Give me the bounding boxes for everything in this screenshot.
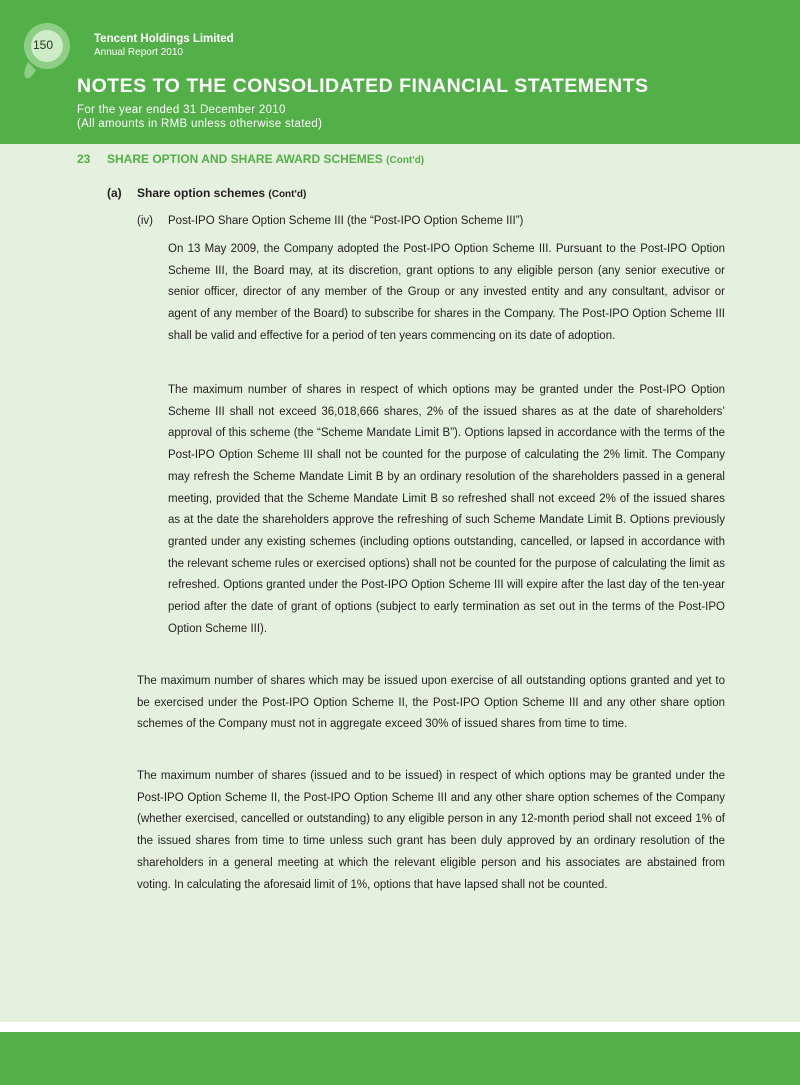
subsection-heading bbox=[107, 186, 306, 200]
paragraph-mandate-limit: The maximum number of shares in respect of which options may be granted under the Post-IPO Option Scheme III shall not exceed 36,018,666 shares, 2% of the issued shares as at the date of shareholders’ approval of this scheme (the “Scheme Mandate Limit B”). Options lapsed in accordance with the terms of the Post-IPO Option Scheme III shall not be counted for the purpose of calculating the 2% limit. The Company may refresh the Scheme Mandate Limit B by an ordinary resolution of the shareholders passed in a general meeting, provided that the Scheme Mandate Limit B so refreshed shall not exceed 2% of the issued shares as at the date the shareholders approve the refreshing of such Scheme Mandate Limit B. Options previously granted under any existing schemes (including options outstanding, cancelled, or lapsed in accordance with the relevant scheme rules or exercised options) shall not be counted for the purpose of calculating the limit as refreshed. Options granted under the Post-IPO Option Scheme III will expire after the last day of the ten-year period after the date of grant of options (subject to early termination as set out in the terms of the Post-IPO Option Scheme III). bbox=[168, 384, 725, 635]
currency-subtitle: (All amounts in RMB unless otherwise stated) bbox=[77, 118, 323, 130]
item-heading bbox=[137, 215, 523, 227]
company-name: Tencent Holdings Limited bbox=[94, 33, 234, 45]
subsection-label: (a) bbox=[107, 186, 122, 200]
page-title: NOTES TO THE CONSOLIDATED FINANCIAL STATEMENTS bbox=[77, 75, 649, 97]
item-title: Post-IPO Share Option Scheme III (the “Post-IPO Option Scheme III”) bbox=[168, 215, 524, 227]
paragraph-overall-limit: The maximum number of shares which may be issued upon exercise of all outstanding options granted and yet to be exercised under the Post-IPO Option Scheme II, the Post-IPO Option Scheme III and any other share option schemes of the Company must not in aggregate exceed 30% of issued shares from time to time. bbox=[137, 675, 725, 731]
subsection-title: Share option schemes bbox=[137, 186, 266, 200]
period-subtitle: For the year ended 31 December 2010 bbox=[77, 104, 286, 116]
section-title: SHARE OPTION AND SHARE AWARD SCHEMES bbox=[107, 152, 383, 166]
item-label: (iv) bbox=[137, 215, 153, 227]
page-footer bbox=[0, 1032, 800, 1085]
page-number: 150 bbox=[32, 38, 54, 52]
section-number: 23 bbox=[77, 152, 91, 166]
section-contd: (Cont'd) bbox=[386, 155, 425, 166]
paragraph-individual-limit: The maximum number of shares (issued and to be issued) in respect of which options may be granted under the Post-IPO Option Scheme II, the Post-IPO Option Scheme III and any other share option schemes of the Company (whether exercised, cancelled or outstanding) to any eligible person in any 12-month period shall not exceed 1% of the issued shares from time to time unless such grant has been duly approved by an ordinary resolution of the shareholders in a general meeting at which the relevant eligible person and his associates are abstained from voting. In calculating the aforesaid limit of 1%, options that have lapsed shall not be counted. bbox=[137, 770, 725, 891]
paragraph-adoption: On 13 May 2009, the Company adopted the Post-IPO Option Scheme III. Pursuant to the Post-IPO Option Scheme III, the Board may, at its discretion, grant options to any eligible person (any senior executive or senior officer, director of any member of the Group or any invested entity and any consultant, advisor or agent of any member of the Board) to subscribe for shares in the Company. The Post-IPO Option Scheme III shall be valid and effective for a period of ten years commencing on its date of adoption. bbox=[168, 243, 725, 342]
report-name: Annual Report 2010 bbox=[94, 47, 183, 58]
section-heading bbox=[77, 152, 424, 166]
subsection-contd: (Cont'd) bbox=[268, 189, 307, 200]
footer-divider bbox=[0, 1022, 800, 1032]
page-header bbox=[0, 0, 800, 144]
